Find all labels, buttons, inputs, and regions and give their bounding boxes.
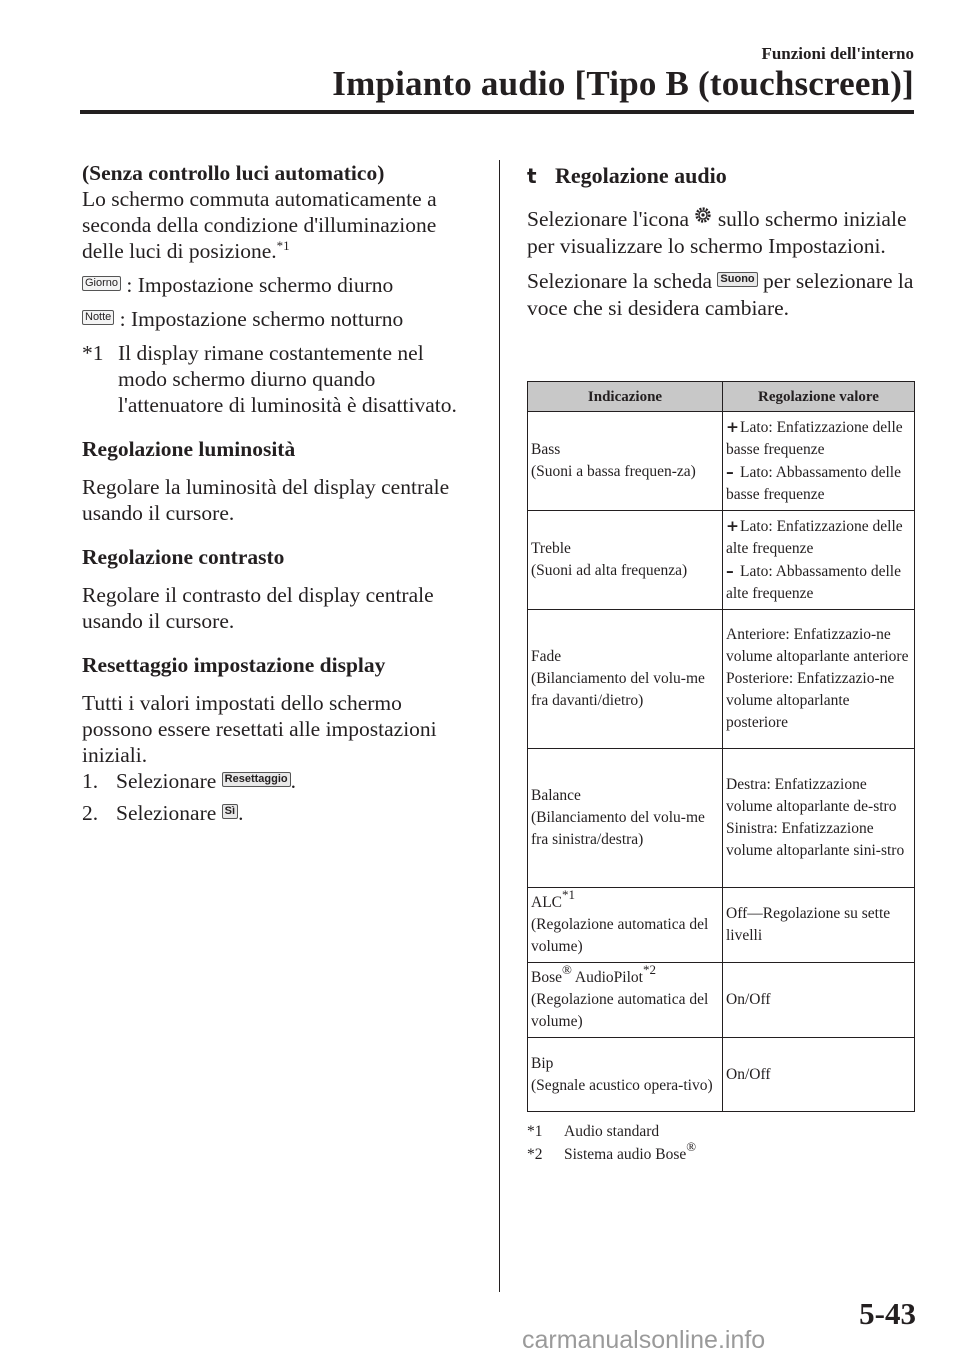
step-2 [82, 800, 477, 826]
table-header-row [528, 382, 915, 412]
column-header: Indicazione [528, 382, 723, 412]
select-icon-paragraph: Selezionare l'icona sullo schermo iniziale per visualizzare lo schermo Impostazioni. [527, 207, 907, 258]
day-mode-text: : Impostazione schermo diurno [126, 273, 394, 297]
night-key: Notte [82, 310, 114, 325]
heading-contrast: Regolazione contrasto [82, 545, 285, 569]
value-cell: Anteriore: Enfatizzazio-ne volume altoparlante anteriore Posteriore: Enfatizzazio-ne volume altoparlante posteriore [723, 610, 915, 749]
step-text: Selezionare Sì . [116, 801, 244, 825]
step-number: 2. [82, 801, 99, 825]
right-column [527, 162, 917, 322]
indication-cell: Bip (Segnale acustico opera-tivo) [528, 1038, 723, 1112]
minus-icon: – [726, 463, 734, 481]
select-tab-paragraph: Selezionare la scheda Suono per selezionare la voce che si desidera cambiare. [527, 269, 914, 320]
header-rule [80, 110, 914, 114]
section-label: Funzioni dell'interno [761, 44, 914, 63]
value-cell: On/Off [723, 1038, 915, 1112]
plus-icon: + [726, 517, 739, 535]
table-footnotes [527, 1120, 696, 1166]
value-cell: +Lato: Enfatizzazione delle alte frequenze – Lato: Abbassamento delle alte frequenze [723, 511, 915, 610]
auto-switch-paragraph [82, 186, 477, 264]
heading-reset-display: Resettaggio impostazione display [82, 653, 386, 677]
reset-key: Resettaggio [222, 772, 291, 787]
footnote-ref: *1 [276, 238, 290, 253]
left-column [82, 160, 477, 826]
night-mode-text: : Impostazione schermo notturno [119, 307, 404, 331]
value-cell: On/Off [723, 963, 915, 1038]
heading-audio-adjust [527, 162, 917, 190]
gear-icon [694, 206, 712, 224]
table-row [528, 963, 915, 1038]
auto-switch-text: Lo schermo commuta automaticamente a seconda della condizione d'illuminazione delle luci di posizione. [82, 187, 437, 263]
footnote-row: *1 Audio standard [527, 1123, 660, 1140]
table-row [528, 888, 915, 963]
watermark: carmanualsonline.info [522, 1326, 766, 1354]
heading-no-auto-lights: (Senza controllo luci automatico) [82, 161, 385, 185]
section-marker: t [527, 164, 537, 188]
reset-paragraph: Tutti i valori impostati dello schermo possono essere resettati alle impostazioni iniziali. [82, 691, 437, 767]
step-1 [82, 768, 477, 794]
indication-cell: Bass (Suoni a bassa frequen-za) [528, 412, 723, 511]
plus-icon: + [726, 418, 739, 436]
sound-tab-key: Suono [717, 272, 757, 287]
day-key: Giorno [82, 276, 121, 291]
indication-cell: Balance (Bilanciamento del volu-me fra sinistra/destra) [528, 749, 723, 888]
audio-settings-table [527, 381, 915, 1112]
table-row [528, 412, 915, 511]
night-mode-line [82, 306, 477, 332]
value-cell: Destra: Enfatizzazione volume altoparlante de-stro Sinistra: Enfatizzazione volume altoparlante sini-stro [723, 749, 915, 888]
page-title: Impianto audio [Tipo B (touchscreen)] [332, 64, 914, 103]
indication-cell: ALC$^{*1}$ (Regolazione automatica del volume) [528, 888, 723, 963]
day-mode-line [82, 272, 477, 298]
indication-cell: Treble (Suoni ad alta frequenza) [528, 511, 723, 610]
column-divider [499, 160, 500, 1292]
indication-cell: Fade (Bilanciamento del volu-me fra davanti/dietro) [528, 610, 723, 749]
yes-key: Sì [222, 804, 238, 819]
value-cell: Off—Regolazione su sette livelli [723, 888, 915, 963]
heading-brightness: Regolazione luminosità [82, 437, 296, 461]
contrast-paragraph: Regolare il contrasto del display centrale usando il cursore. [82, 583, 434, 633]
footnote-text: Il display rimane costantemente nel modo schermo diurno quando l'attenuatore di luminosità è disattivato. [118, 341, 457, 417]
footnote-row: *2 Sistema audio Bose® [527, 1139, 697, 1163]
brightness-paragraph: Regolare la luminosità del display centrale usando il cursore. [82, 475, 450, 525]
indication-cell: Bose® AudioPilot$^{*2}$ (Regolazione automatica del volume) [528, 963, 723, 1038]
footnote-mark: *1 [82, 341, 104, 365]
table-row [528, 1038, 915, 1112]
table-row [528, 610, 915, 749]
table-row [528, 511, 915, 610]
step-text: Selezionare Resettaggio . [116, 769, 296, 793]
footnote-1 [82, 340, 477, 418]
minus-icon: – [726, 562, 734, 580]
page-number: 5-43 [859, 1296, 916, 1331]
step-number: 1. [82, 769, 99, 793]
table-row [528, 749, 915, 888]
heading-text: Regolazione audio [555, 163, 727, 188]
value-cell: +Lato: Enfatizzazione delle basse frequenze – Lato: Abbassamento delle basse frequenze [723, 412, 915, 511]
column-header: Regolazione valore [723, 382, 915, 412]
